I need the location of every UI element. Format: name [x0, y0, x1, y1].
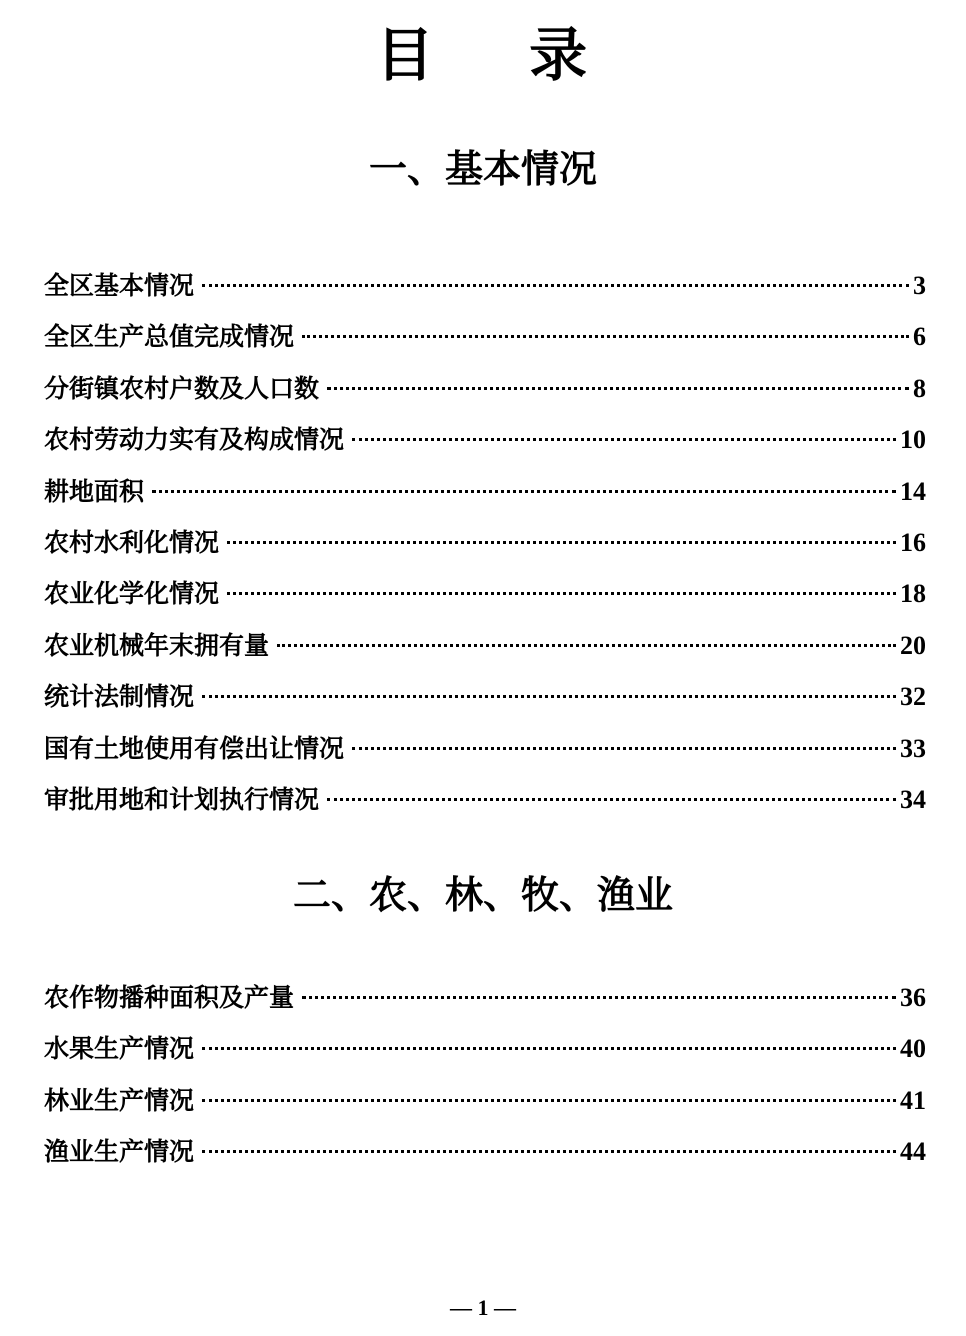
toc-entry[interactable] [44, 723, 926, 774]
toc-entry-title: 耕地面积 [44, 476, 145, 506]
dot-leader [202, 284, 909, 287]
toc-entry-page: 32 [900, 682, 926, 712]
toc-entry-title: 全区生产总值完成情况 [44, 322, 295, 352]
dot-leader [202, 695, 896, 698]
dot-leader [227, 541, 896, 544]
toc-entry-page: 41 [900, 1085, 926, 1115]
toc-entry-title: 分街镇农村户数及人口数 [44, 373, 320, 403]
toc-entry-title: 统计法制情况 [44, 682, 195, 712]
toc-entry-title: 审批用地和计划执行情况 [44, 784, 320, 814]
toc-entry-page: 20 [900, 630, 926, 660]
toc-entry-title: 农村水利化情况 [44, 527, 220, 557]
toc-entry-title: 全区基本情况 [44, 271, 195, 300]
toc-entry[interactable] [44, 311, 926, 362]
toc-entry-page: 40 [900, 1034, 926, 1064]
toc-entry-page: 10 [900, 425, 926, 455]
dot-leader [302, 335, 909, 338]
toc-entry-title: 农业机械年末拥有量 [44, 630, 270, 660]
dot-leader [152, 490, 896, 493]
toc-entry[interactable] [44, 1075, 926, 1126]
toc-entry-page: 33 [900, 733, 926, 763]
toc-entry[interactable] [44, 363, 926, 414]
dot-leader [327, 387, 909, 390]
dot-leader [227, 592, 896, 595]
toc-entry-page: 34 [900, 784, 926, 814]
toc-entry-title: 林业生产情况 [44, 1085, 195, 1115]
dot-leader [352, 438, 896, 441]
toc-entry-page: 6 [913, 322, 926, 352]
toc-entry[interactable] [44, 260, 926, 311]
toc-entry-title: 农村劳动力实有及构成情况 [44, 425, 345, 455]
dot-leader [302, 996, 896, 999]
toc-entry[interactable] [44, 517, 926, 568]
dot-leader [327, 798, 896, 801]
toc-entry[interactable] [44, 568, 926, 619]
toc-entry[interactable] [44, 972, 926, 1023]
dot-leader [202, 1150, 896, 1153]
toc-entry[interactable] [44, 671, 926, 722]
section-heading-basic: 一、基本情况 [368, 146, 597, 191]
toc-entry[interactable] [44, 1126, 926, 1177]
toc-entry-title: 国有土地使用有偿出让情况 [44, 733, 345, 763]
toc-entry-title: 水果生产情况 [44, 1034, 195, 1064]
toc-entry-title: 渔业生产情况 [44, 1137, 195, 1167]
toc-entry[interactable] [44, 1023, 926, 1074]
toc-entry-page: 44 [900, 1137, 926, 1167]
toc-entry-page: 18 [900, 579, 926, 609]
toc-entry-page: 3 [913, 271, 926, 300]
page-number: — 1 — [450, 1295, 516, 1320]
toc-entry-page: 36 [900, 983, 926, 1012]
toc-entry-page: 16 [900, 527, 926, 557]
toc-entry[interactable] [44, 774, 926, 825]
dot-leader [277, 644, 896, 647]
section-heading-agriculture: 二、农、林、牧、渔业 [292, 872, 673, 917]
toc-list-basic [44, 260, 926, 825]
toc-entry[interactable] [44, 620, 926, 671]
dot-leader [352, 747, 896, 750]
toc-entry[interactable] [44, 466, 926, 517]
toc-entry-title: 农业化学化情况 [44, 579, 220, 609]
dot-leader [202, 1047, 896, 1050]
toc-entry-title: 农作物播种面积及产量 [44, 983, 295, 1012]
toc-entry-page: 8 [913, 373, 926, 403]
document-title: 目 录 [375, 21, 591, 89]
toc-list-agriculture [44, 972, 926, 1178]
toc-entry[interactable] [44, 414, 926, 465]
dot-leader [202, 1099, 896, 1102]
toc-entry-page: 14 [900, 476, 926, 506]
